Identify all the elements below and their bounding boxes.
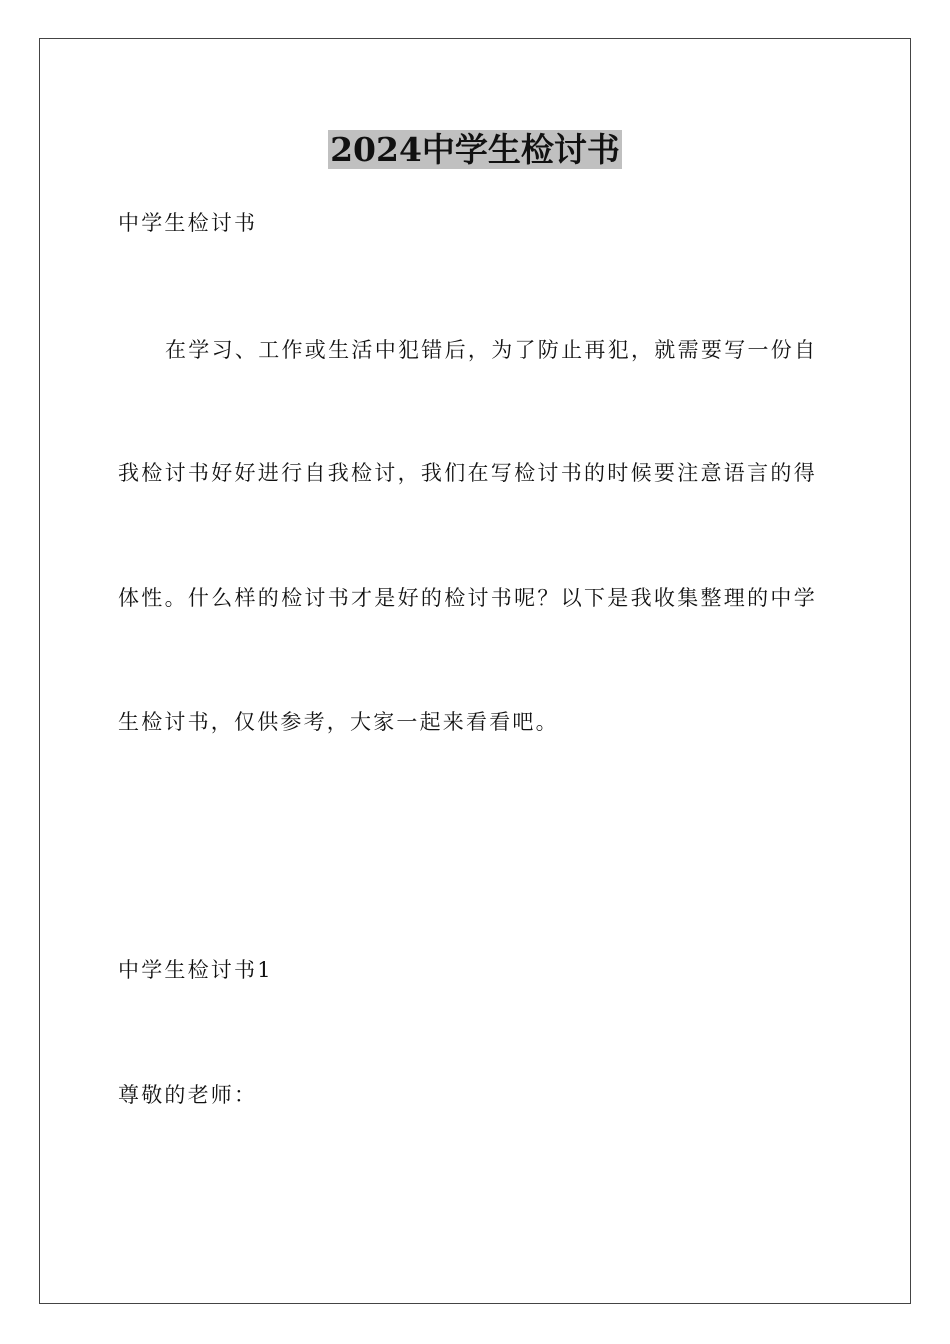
- intro-paragraph-line-4: 生检讨书，仅供参考，大家一起来看看吧。: [118, 710, 559, 734]
- document-title-text: 2024中学生检讨书: [330, 130, 620, 169]
- document-subtitle: 中学生检讨书: [118, 211, 258, 235]
- salutation: 尊敬的老师：: [118, 1083, 258, 1107]
- intro-paragraph-line-2: 我检讨书好好进行自我检讨，我们在写检讨书的时候要注意语言的得: [118, 461, 817, 485]
- document-title: [0, 128, 950, 172]
- section-heading: 中学生检讨书1: [118, 958, 273, 982]
- intro-paragraph-line-3: 体性。什么样的检讨书才是好的检讨书呢？以下是我收集整理的中学: [118, 586, 817, 610]
- intro-paragraph-line-1: 在学习、工作或生活中犯错后，为了防止再犯，就需要写一份自: [165, 338, 818, 362]
